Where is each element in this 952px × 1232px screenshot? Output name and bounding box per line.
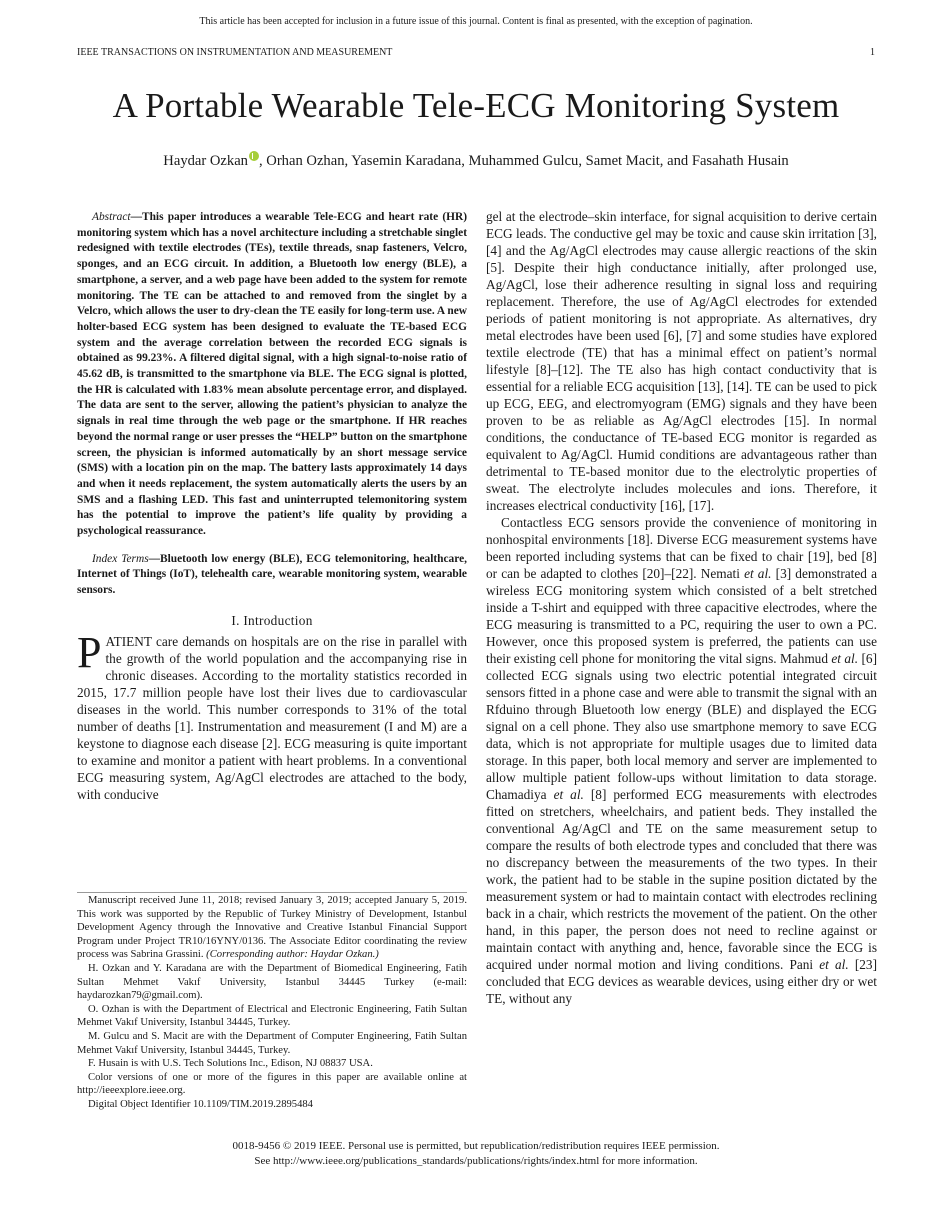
copyright-notice	[0, 1139, 952, 1168]
text-run: [23] concluded that ECG devices as wearable devices, using either dry or wet TE, without any	[486, 957, 878, 1006]
et-al: et al.	[744, 566, 772, 581]
running-head	[77, 47, 875, 58]
text-run: Contactless ECG sensors provide the convenience of monitoring in nonhospital environments [18]. Diverse ECG measurement systems have been reported including systems that can be fixed to chair [19], bed [8] or can be adapted to clothes [20]–[22]. Nemati	[486, 515, 877, 581]
text-run: [6] collected ECG signals using two electric potential integrated circuit sensors fitted in a phone case and were able to transmit the signal with an Rfduino through Bluetooth low energy (BLE) and displayed the ECG signal on a cell phone. They also use smartphone memory to save ECG data, which is not appropriate for multiple usages due to limited data storage. In this paper, both local memory and server are implemented to allow multiple patient follow-ups without limitation to data storage. Chamadiya	[486, 651, 878, 802]
affiliation-footnote: M. Gulcu and S. Macit are with the Department of Computer Engineering, Fatih Sultan Mehmet Vakıf University, Istanbul 34445, Turkey.	[77, 1030, 467, 1056]
page-number: 1	[870, 47, 875, 58]
copyright-line: 0018-9456 © 2019 IEEE. Personal use is permitted, but republication/redistribution requires IEEE permission.	[232, 1140, 720, 1152]
text-run: [8] performed ECG measurements with electrodes fitted on stretchers, wheelchairs, and patient beds. They installed the conventional Ag/AgCl and TE on the same measurement setup to compare the results of both electrode types and concluded that there was no discrepancy between the measurements of the two types. In their work, the patient had to be stable in the supine position dictated by the measurement system or had to maintain contact with electrodes reclining back in a chair, which restricts the movement of the patient. On the other hand, in this paper, the person does not need to recline against or maintain contact with anything and, hence, favorable since the ECG is acquired under normal motion and living conditions. Pani	[486, 787, 877, 972]
et-al: et al.	[819, 957, 849, 972]
index-terms-text: Bluetooth low energy (BLE), ECG telemonitoring, healthcare, Internet of Things (IoT), telehealth care, wearable monitoring system, wearable sensors.	[77, 552, 467, 597]
drop-cap: P	[77, 627, 102, 677]
first-author: Haydar Ozkan	[163, 152, 248, 169]
corresponding-author: (Corresponding author: Haydar Ozkan.)	[206, 949, 379, 961]
orcid-icon[interactable]	[249, 151, 259, 161]
other-authors: , Orhan Ozhan, Yasemin Karadana, Muhammed Gulcu, Samet Macit, and Fasahath Husain	[258, 152, 789, 169]
paper-title: A Portable Wearable Tele-ECG Monitoring System	[112, 86, 840, 125]
rights-link-line: See http://www.ieee.org/publications_standards/publications/rights/index.html for more information.	[254, 1154, 698, 1167]
affiliation-footnote: O. Ozhan is with the Department of Electrical and Electronic Engineering, Fatih Sultan Mehmet Vakıf University, Istanbul 34445, Turkey.	[77, 1003, 467, 1029]
left-column	[77, 210, 467, 803]
body-paragraph	[486, 514, 877, 1007]
text-run: [3] demonstrated a wireless ECG monitoring system which consisted of a belt stretched inside a T-shirt and equipped with three capacitive electrodes, where the ECG measuring is transmitted to a PC, requiring the user to own a PC. However, once this proposed system is preferred, the patients can use their existing cell phone for monitoring the vital signs. Mahmud	[486, 566, 877, 666]
intro-paragraph	[77, 627, 467, 803]
index-terms-label: Index Terms	[92, 552, 149, 565]
body-paragraph: gel at the electrode–skin interface, for signal acquisition to derive certain ECG leads. The conductive gel may be toxic and cause skin irritation [3], [4] and the Ag/AgCl electrodes may cause allergic reactions of the skin [5]. Despite their high conductance initially, after prolonged use, Ag/AgCl, lose their adherence resulting in signal loss and requiring replacement. Therefore, the use of Ag/AgCl electrodes for extended periods of patient monitoring is not appropriate. As alternatives, dry metal electrodes have been used [6], [7] and some studies have explored textile electrode (TE) that has a minimal effect on patient’s normal lifestyle [8]–[12]. The TE also has high contact conductivity that is essential for a reliable ECG acquisition [13], [14]. TE can be used to pick up ECG, EEG, and electromyogram (EMG) signals and they have been proven to be as reliable as Ag/AgCl electrodes [15]. In normal conditions, the conductance of TE-based ECG monitor is regarded as equivalent to Ag/AgCl. Humid conditions are advantageous rather than detrimental to TE-based monitor due to the electrolytic properties of sweat. The electrolyte includes molecules and ions. Therefore, it increases electrical conductivity [16], [17].	[486, 209, 877, 513]
et-al: et al.	[831, 651, 859, 666]
affiliation-footnote: F. Husain is with U.S. Tech Solutions Inc., Edison, NJ 08837 USA.	[88, 1058, 373, 1070]
abstract-text: This paper introduces a wearable Tele-ECG and heart rate (HR) monitoring system which has a novel architecture including a stretchable singlet redesigned with textile electrodes (TEs), textile threads, snap fasteners, Velcro, sponges, and an ECG circuit. In addition, a Bluetooth low energy (BLE), a smartphone, a server, and a web page have been added to the system for remote monitoring. The TE can be attached to and removed from the singlet by a Velcro, which allows the user to dry-clean the TE easily for long-term use. A new holter-based ECG system has been designed to evaluate the TE-based ECG system and the average correlation between the recorded ECG signals is obtained as 99.23%. A filtered digital signal, with a high signal-to-noise ratio of 45.62 dB, is transmitted to the smartphone via BLE. The ECG signal is plotted, the HR is calculated with 1.83% mean absolute percentage error, and displayed. The data are sent to the server, allowing the patient’s physician to analyze the signals in real time through the web page or the smartphone. If HR reaches beyond the normal range or user presses the “HELP” button on the smartphone screen, the physician is informed automatically by an short message service (SMS) with a location pin on the map. The battery lasts approximately 14 days and when it needs replacement, the system automatically alerts the users by an SMS and a flashing LED. This fast and uninterrupted telemonitoring system has the potential to improve the patient’s life quality by providing a psychological reassurance.	[77, 211, 467, 538]
author-list	[0, 149, 952, 170]
footnotes	[77, 892, 467, 1112]
abstract-label: Abstract	[92, 211, 131, 223]
acceptance-notice: This article has been accepted for inclusion in a future issue of this journal. Content is final as presented, with the exception of pagination.	[199, 16, 753, 27]
et-al: et al.	[553, 787, 584, 802]
section-heading-introduction: I. Introduction	[231, 612, 313, 628]
intro-text: ATIENT care demands on hospitals are on the rise in parallel with the growth of the world population and the accompanying rise in chronic diseases. According to the mortality statistics recorded in 2015, 17.7 million people have lost their lives due to cardiovascular diseases in the world. This number corresponds to 31% of the total number of deaths [1]. Instrumentation and measurement (I and M) are a keystone to diagnose each disease [2]. ECG measuring is quite important to examine and monitor a patient with heart problems. In a conventional ECG measuring system, Ag/AgCl electrodes are attached to the body, with conducive	[77, 633, 467, 802]
index-terms: Index Terms—Bluetooth low energy (BLE), ECG telemonitoring, healthcare, Internet of Things (IoT), telehealth care, wearable monitoring system, wearable sensors.	[77, 552, 467, 597]
right-column	[486, 208, 877, 1007]
doi-footnote: Digital Object Identifier 10.1109/TIM.2019.2895484	[88, 1098, 313, 1110]
affiliation-footnote: H. Ozkan and Y. Karadana are with the Department of Biomedical Engineering, Fatih Sultan Mehmet Vakıf University, Istanbul 34445 Turkey (e-mail: haydarozkan79@gmail.com).	[77, 962, 467, 1002]
color-versions-footnote: Color versions of one or more of the figures in this paper are available online at http://ieeexplore.ieee.org.	[77, 1071, 467, 1097]
manuscript-text: Manuscript received June 11, 2018; revised January 3, 2019; accepted January 5, 2019. This work was supported by the Republic of Turkey Ministry of Development, Istanbul Development Agency through the Innovative and Creative Istanbul Financial Support Program under Project TR10/16YNY/0136. The Associate Editor coordinating the review process was Sabrina Grassini.	[77, 895, 467, 961]
abstract: Abstract—This paper introduces a wearable Tele-ECG and heart rate (HR) monitoring system which has a novel architecture including a stretchable singlet redesigned with textile electrodes (TEs), textile threads, snap fasteners, Velcro, sponges, and an ECG circuit. In addition, a Bluetooth low energy (BLE), a smartphone, a server, and a web page have been added to the system for remote monitoring. The TE can be attached to and removed from the singlet by a Velcro, which allows the user to dry-clean the TE easily for long-term use. A new holter-based ECG system has been designed to evaluate the TE-based ECG system and the average correlation between the recorded ECG signals is obtained as 99.23%. A filtered digital signal, with a high signal-to-noise ratio of 45.62 dB, is transmitted to the smartphone via BLE. The ECG signal is plotted, the HR is calculated with 1.83% mean absolute percentage error, and displayed. The data are sent to the server, allowing the patient’s physician to analyze the signals in real time through the web page or the smartphone. If HR reaches beyond the normal range or user presses the “HELP” button on the smartphone screen, the physician is informed automatically by an short message service (SMS) with a location pin on the map. The battery lasts approximately 14 days and when it needs replacement, the system automatically alerts the users by an SMS and a flashing LED. This fast and uninterrupted telemonitoring system has the potential to improve the patient’s life quality by providing a psychological reassurance.	[77, 211, 467, 538]
manuscript-footnote	[77, 894, 467, 962]
journal-name: IEEE TRANSACTIONS ON INSTRUMENTATION AND MEASUREMENT	[77, 47, 393, 58]
